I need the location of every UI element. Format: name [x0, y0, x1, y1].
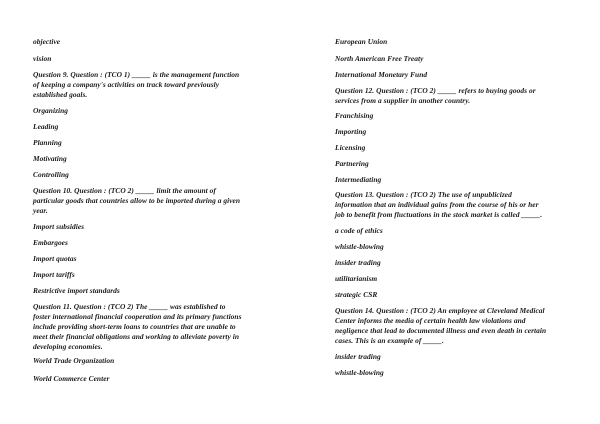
answer-option: whistle-blowing	[335, 368, 384, 377]
answer-option: World Commerce Center	[33, 374, 110, 383]
answer-option: Import tariffs	[33, 270, 75, 279]
question-10-text: Question 10. Question : (TCO 2) _____ limit the amount of	[33, 186, 216, 195]
question-11-text: include providing short-term loans to countries that are unable to	[33, 322, 236, 331]
answer-option: Import quotas	[33, 254, 77, 263]
question-14-text: cases. This is an example of _____.	[335, 336, 444, 345]
question-9-text: established goals.	[33, 90, 88, 99]
answer-option: vision	[33, 54, 52, 63]
question-13-text: information that an individual gains from the course of his or her	[335, 200, 539, 209]
question-9-text: Question 9. Question : (TCO 1) _____ is the management function	[33, 70, 240, 79]
question-11-text: developing economies.	[33, 342, 103, 351]
question-13-text: job to benefit from fluctuations in the stock market is called _____.	[335, 210, 543, 219]
question-11-text: foster international financial cooperation and its primary functions	[33, 312, 242, 321]
answer-option: utilitarianism	[335, 274, 378, 283]
answer-option: whistle-blowing	[335, 242, 384, 251]
question-11-text: Question 11. Question : (TCO 2) The _____ was established to	[33, 302, 226, 311]
answer-option: Planning	[33, 138, 62, 147]
answer-option: Motivating	[33, 154, 67, 163]
answer-option: Partnering	[335, 159, 369, 168]
answer-option: Controlling	[33, 170, 69, 179]
question-12-text: services from a supplier in another country.	[335, 96, 471, 105]
answer-option: Licensing	[335, 143, 366, 152]
answer-option: Restrictive import standards	[33, 286, 120, 295]
question-9-text: of keeping a company's activities on track toward previously	[33, 80, 220, 89]
question-10-text: year.	[33, 206, 48, 215]
answer-option: Franchising	[335, 111, 374, 120]
answer-option: insider trading	[335, 258, 381, 267]
answer-option: insider trading	[335, 352, 381, 361]
answer-option: strategic CSR	[335, 290, 378, 299]
answer-option: North American Free Treaty	[335, 54, 424, 63]
question-10-text: particular goods that countries allow to be imported during a given	[33, 196, 241, 205]
answer-option: Import subsidies	[33, 222, 85, 231]
question-14-text: Center informs the media of certain health law violations and	[335, 316, 526, 325]
answer-option: International Monetary Fund	[335, 70, 428, 79]
answer-option: Leading	[33, 122, 59, 131]
answer-option: a code of ethics	[335, 226, 383, 235]
answer-option: objective	[33, 37, 61, 46]
answer-option: Intermediating	[335, 175, 382, 184]
answer-option: Importing	[335, 127, 367, 136]
answer-option: World Trade Organization	[33, 356, 115, 365]
answer-option: Embargoes	[33, 238, 68, 247]
answer-option: European Union	[335, 37, 388, 46]
question-12-text: Question 12. Question : (TCO 2) _____ refers to buying goods or	[335, 86, 536, 95]
question-14-text: Question 14. Question : (TCO 2) An employee at Cleveland Medical	[335, 306, 545, 315]
question-14-text: negligence that lead to documented illness and even death in certain	[335, 326, 547, 335]
question-11-text: meet their financial obligations and working to alleviate poverty in	[33, 332, 240, 341]
question-13-text: Question 13. Question : (TCO 2) The use of unpublicized	[335, 190, 512, 199]
answer-option: Organizing	[33, 106, 69, 115]
